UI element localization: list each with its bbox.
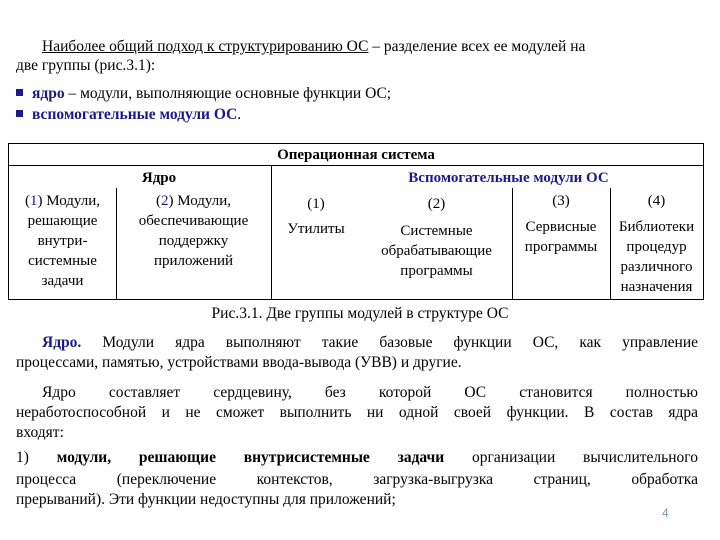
bullet-aux xyxy=(16,105,241,125)
aux-col-2 xyxy=(361,194,512,281)
item1-line-2: процесса (переключение контекстов, загрузка-выгрузка страниц, обработка xyxy=(16,471,698,488)
kernel-col-1-line: Модули, xyxy=(46,193,101,209)
bullet-aux-term: вспомогательные модули ОС xyxy=(32,106,238,123)
intro-underlined-phrase: Наиболее общий подход к структурированию ОС xyxy=(42,38,369,55)
kernel-col-1: (1) Модули, решающие внутри- системные задачи xyxy=(9,191,116,291)
kernel-col-2: (2) Модули, обеспечивающие поддержку приложений xyxy=(116,191,271,271)
kernel-heading: Ядро xyxy=(141,170,177,186)
aux-col-2-line: Системные xyxy=(400,223,473,239)
bullet-kernel-text: – модули, выполняющие основные функции ОС; xyxy=(64,85,392,102)
bullet-kernel-term: ядро xyxy=(32,85,65,102)
item1-number: 1) xyxy=(16,449,29,466)
para1-term: Ядро. xyxy=(42,334,82,351)
item1-line-1 xyxy=(16,448,698,468)
aux-col-4-line: различного xyxy=(620,259,693,275)
para1-line-2: процессами, памятью, устройствами ввода-вывода (УВВ) и другие. xyxy=(16,354,462,371)
intro-line-1-rest: – разделение всех ее модулей на xyxy=(368,38,586,55)
aux-col-4-line: Библиотеки xyxy=(618,219,695,235)
title-divider xyxy=(9,165,703,166)
kernel-col-1-line: решающие xyxy=(27,213,98,229)
item1-line-1-text: организации вычислительного xyxy=(444,449,698,466)
para2-line-3: входят: xyxy=(16,424,64,441)
item1-term: модули, решающие внутрисистемные задачи xyxy=(56,449,445,466)
aux-col-2-line: обрабатывающие xyxy=(381,243,492,259)
square-bullet-icon xyxy=(16,89,23,96)
aux-col-1-line: Утилиты xyxy=(287,221,345,237)
page-number: 4 xyxy=(662,506,669,520)
aux-col-4 xyxy=(610,191,703,297)
kernel-col-1-line: внутри- xyxy=(37,233,88,249)
bullet-kernel xyxy=(16,84,391,104)
aux-col-1 xyxy=(271,194,361,239)
square-bullet-icon xyxy=(16,110,23,117)
kernel-col-2-line: поддержку xyxy=(158,233,229,249)
aux-col-2-num: (2) xyxy=(427,196,446,212)
kernel-col-2-line: обеспечивающие xyxy=(138,213,249,229)
aux-heading: Вспомогательные модули ОС xyxy=(408,170,609,186)
para2-line-2: неработоспособной и не сможет выполнить ни одной своей функции. В состав ядра xyxy=(16,404,698,421)
para1-line-1-text: Модули ядра выполняют такие базовые функции ОС, как управление xyxy=(81,334,698,351)
os-structure-figure xyxy=(8,143,704,300)
kernel-col-1-num: 1 xyxy=(29,193,38,209)
aux-col-3-num: (3) xyxy=(552,193,570,209)
aux-col-3-line: Сервисные xyxy=(525,219,597,235)
para2-line-1: Ядро составляет сердцевину, без которой ОС становится полностью xyxy=(42,384,698,401)
aux-col-4-line: процедур xyxy=(626,239,687,255)
kernel-col-2-num: 2 xyxy=(160,193,169,209)
aux-col-1-num: (1) xyxy=(307,196,325,212)
item1-line-3: прерываний). Эти функции недоступны для приложений; xyxy=(16,491,396,508)
figure-title: Операционная система xyxy=(277,147,435,163)
aux-col-2-line: программы xyxy=(400,263,473,279)
figure-caption: Рис.3.1. Две группы модулей в структуре ОС xyxy=(211,305,509,322)
kernel-col-1-line: задачи xyxy=(41,273,84,289)
kernel-col-2-line: приложений xyxy=(153,253,234,269)
aux-col-4-line: назначения xyxy=(620,279,693,295)
intro-line-1 xyxy=(42,37,585,57)
aux-col-4-num: (4) xyxy=(647,193,666,209)
aux-col-3-line: программы xyxy=(524,239,598,255)
kernel-col-2-line: Модули, xyxy=(177,193,232,209)
bullet-aux-text: . xyxy=(237,106,242,123)
intro-line-2: две группы (рис.3.1): xyxy=(16,57,156,74)
para1-line-1 xyxy=(16,333,698,353)
kernel-col-1-line: системные xyxy=(28,253,97,269)
aux-col-3 xyxy=(512,191,610,257)
